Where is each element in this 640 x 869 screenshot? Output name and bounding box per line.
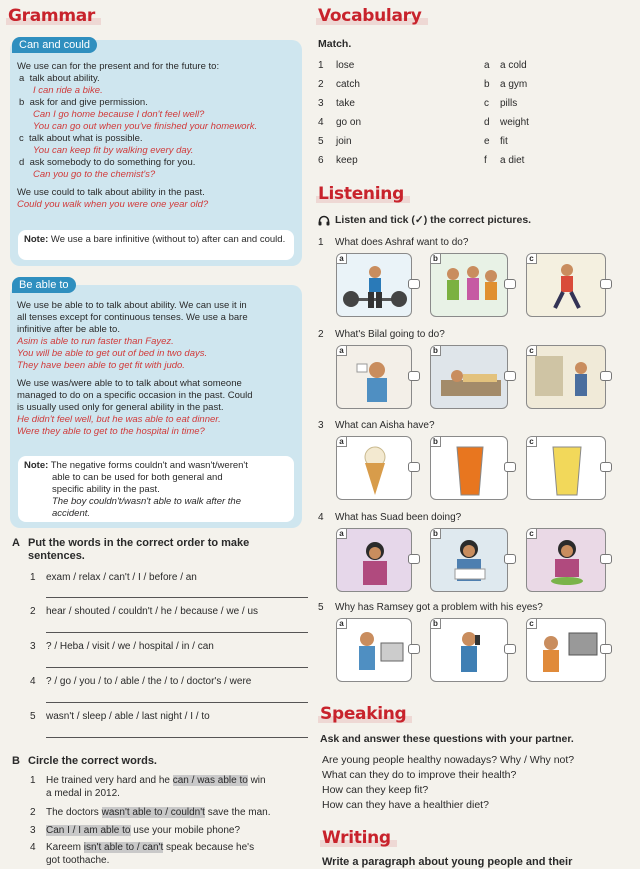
use-letter: b [19,97,25,108]
exA-instruction: Put the words in the correct order to make sentences. [28,537,250,562]
note-example: The boy couldn't/wasn't able to walk after the [52,496,241,507]
exA-num: 5 [30,711,36,722]
listening-num: 2 [318,329,324,340]
vocab-collocate[interactable]: a cold [500,60,527,71]
tick-box[interactable] [408,554,420,564]
picture-boy-tv: c [526,618,606,682]
speaking-instruction: Ask and answer these questions with your partner. [320,733,574,745]
picture-boy-computer: a [336,618,412,682]
tick-box[interactable] [504,279,516,289]
choice-highlight[interactable]: wasn't able to / couldn't [101,807,205,818]
picture-boy-phone: b [430,618,508,682]
exA-num: 1 [30,572,36,583]
picture-bed: b [430,345,508,409]
listening-num: 4 [318,512,324,523]
note-example: accident. [52,508,91,519]
use-text: talk about what is possible. [29,133,143,144]
tick-box[interactable] [504,462,516,472]
choice-highlight[interactable]: isn't able to / can't [83,842,164,853]
vocab-num: 3 [318,98,324,109]
tick-box[interactable] [600,279,612,289]
writing-instruction: Write a paragraph about young people and their [322,856,573,868]
vocab-collocate[interactable]: a gym [500,79,528,90]
vocab-word[interactable]: go on [336,117,362,128]
p1-line: all tenses except for continuous tenses. We use a bare [17,312,248,323]
use-example: Can I go home because I don't feel well? [33,109,205,120]
ex2-line: Were they able to get to the hospital in time? [17,426,205,437]
exB-label: B [12,755,20,767]
be-able-body [17,300,297,438]
could-past: We use could to talk about ability in the past. [17,187,205,198]
listening-question: What has Suad been doing? [335,512,462,523]
use-letter: a [19,73,25,84]
exA-words: wasn't / sleep / able / last night / I / to [46,711,210,722]
can-intro: We use can for the present and for the future to: [17,61,220,72]
note-label: Note: [24,234,49,245]
answer-line[interactable] [46,702,308,703]
ex2-line: He didn't feel well, but he was able to eat dinner. [17,414,221,425]
exB-sentence: The doctors wasn't able to / couldn't save the man. [46,807,271,818]
headphones-icon [318,215,330,226]
use-example: I can ride a bike. [33,85,103,96]
choice-highlight[interactable]: Can I / I am able to [46,825,131,836]
vocab-num: 6 [318,155,324,166]
note-line: The negative forms couldn't and wasn't/weren't [50,460,248,471]
exA-words: ? / Heba / visit / we / hospital / in / can [46,641,214,652]
vocab-letter: c [484,98,489,109]
tick-box[interactable] [504,644,516,654]
exA-num: 4 [30,676,36,687]
use-example: Can you go to the chemist's? [33,169,156,180]
can-could-note [18,230,294,260]
speaking-question: How can they keep fit? [322,784,429,796]
listening-num: 5 [318,602,324,613]
listening-title: Listening [318,184,404,204]
use-example: You can go out when you've finished your homework. [33,121,258,132]
listening-question: What does Ashraf want to do? [335,237,469,248]
can-could-body [17,61,297,211]
picture-chemist: c [526,345,606,409]
speaking-question: Are young people healthy nowadays? Why / Why not? [322,754,575,766]
vocab-num: 2 [318,79,324,90]
picture-running: c [526,253,606,317]
tick-box[interactable] [600,644,612,654]
picture-girl-eating: c [526,528,606,592]
picture-girl-phone: a [336,528,412,592]
grammar-title: Grammar [8,6,95,26]
vocab-collocate[interactable]: weight [500,117,529,128]
p2-line: We use was/were able to to talk about what someone [17,378,242,389]
answer-line[interactable] [46,632,308,633]
speaking-title: Speaking [320,704,407,724]
exA-words: ? / go / you / to / able / the / to / doctor's / were [46,676,252,687]
listening-num: 3 [318,420,324,431]
use-letter: d [19,157,25,168]
exB-sentence-cont: a medal in 2012. [46,788,120,799]
note-line: specific ability in the past. [52,484,160,495]
use-example: You can keep fit by walking every day. [33,145,194,156]
p2-line: is usually used only for general ability in the past. [17,402,224,413]
vocab-collocate[interactable]: a diet [500,155,525,166]
could-example: Could you walk when you were one year old? [17,199,209,210]
answer-line[interactable] [46,597,308,598]
picture-party: b [430,253,508,317]
be-able-tab: Be able to [12,277,76,293]
can-could-tab: Can and could [12,37,97,53]
picture-juice: b [430,436,508,500]
tick-box[interactable] [600,462,612,472]
use-text: ask somebody to do something for you. [29,157,196,168]
listening-question: What can Aisha have? [335,420,435,431]
picture-sneezing: a [336,345,412,409]
picture-ice-cream: a [336,436,412,500]
use-text: talk about ability. [29,73,100,84]
vocab-word[interactable]: take [336,98,355,109]
picture-weightlifting: a [336,253,412,317]
answer-line[interactable] [46,737,308,738]
exB-sentence: Can I / I am able to use your mobile phone? [46,825,241,836]
vocab-letter: b [484,79,490,90]
vocab-collocate[interactable]: fit [500,136,508,147]
speaking-question: How can they have a healthier diet? [322,799,489,811]
tick-box[interactable] [408,279,420,289]
tick-box[interactable] [504,554,516,564]
p2-line: managed to do on a specific occasion in the past. Could [17,390,253,401]
ex1-line: They have been able to get fit with judo. [17,360,185,371]
vocab-letter: d [484,117,490,128]
p1-line: infinitive after be able to. [17,324,120,335]
vocab-num: 4 [318,117,324,128]
exA-num: 2 [30,606,36,617]
listening-question: What's Bilal going to do? [335,329,445,340]
tick-box[interactable] [408,371,420,381]
vocab-letter: e [484,136,490,147]
tick-box[interactable] [408,462,420,472]
ex1-line: Asim is able to run faster than Fayez. [17,336,174,347]
exA-words: hear / shouted / couldn't / he / because / we / us [46,606,259,617]
exB-sentence-cont: got toothache. [46,855,110,866]
tick-box[interactable] [408,644,420,654]
listening-question: Why has Ramsey got a problem with his eyes? [335,602,543,613]
exB-instruction: Circle the correct words. [28,755,157,767]
p1-line: We use be able to to talk about ability. We can use it in [17,300,247,311]
vocab-num: 5 [318,136,324,147]
picture-lemonade: c [526,436,606,500]
tick-box[interactable] [600,371,612,381]
exB-num: 3 [30,825,36,836]
note-label: Note: [24,460,49,471]
vocab-word[interactable]: catch [336,79,360,90]
exB-sentence: Kareem isn't able to / can't speak because he's [46,842,255,853]
answer-line[interactable] [46,667,308,668]
writing-title: Writing [322,828,391,848]
vocab-num: 1 [318,60,324,71]
be-able-note [18,456,294,522]
vocab-collocate[interactable]: pills [500,98,518,109]
speaking-question: What can they do to improve their health? [322,769,517,781]
exB-num: 1 [30,775,36,786]
exB-num: 4 [30,842,36,853]
vocab-word[interactable]: lose [336,60,355,71]
listening-instruction: Listen and tick (✓) the correct pictures. [335,214,532,226]
vocab-word[interactable]: keep [336,155,358,166]
tick-box[interactable] [504,371,516,381]
use-letter: c [19,133,24,144]
exB-num: 2 [30,807,36,818]
exA-words: exam / relax / can't / I / before / an [46,572,197,583]
vocab-letter: f [484,155,487,166]
vocabulary-title: Vocabulary [318,6,422,26]
listening-num: 1 [318,237,324,248]
exB-sentence: He trained very hard and he can / was able to win [46,775,266,786]
picture-girl-reading: b [430,528,508,592]
tick-box[interactable] [600,554,612,564]
note-text: We use a bare infinitive (without to) after can and could. [50,234,286,245]
vocab-instruction: Match. [318,38,352,50]
vocab-word[interactable]: join [336,136,352,147]
use-text: ask for and give permission. [29,97,148,108]
vocab-letter: a [484,60,490,71]
exA-label: A [12,537,20,549]
choice-highlight[interactable]: can / was able to [172,775,248,786]
note-line: able to can be used for both general and [52,472,223,483]
ex1-line: You will be able to get out of bed in two days. [17,348,208,359]
exA-num: 3 [30,641,36,652]
